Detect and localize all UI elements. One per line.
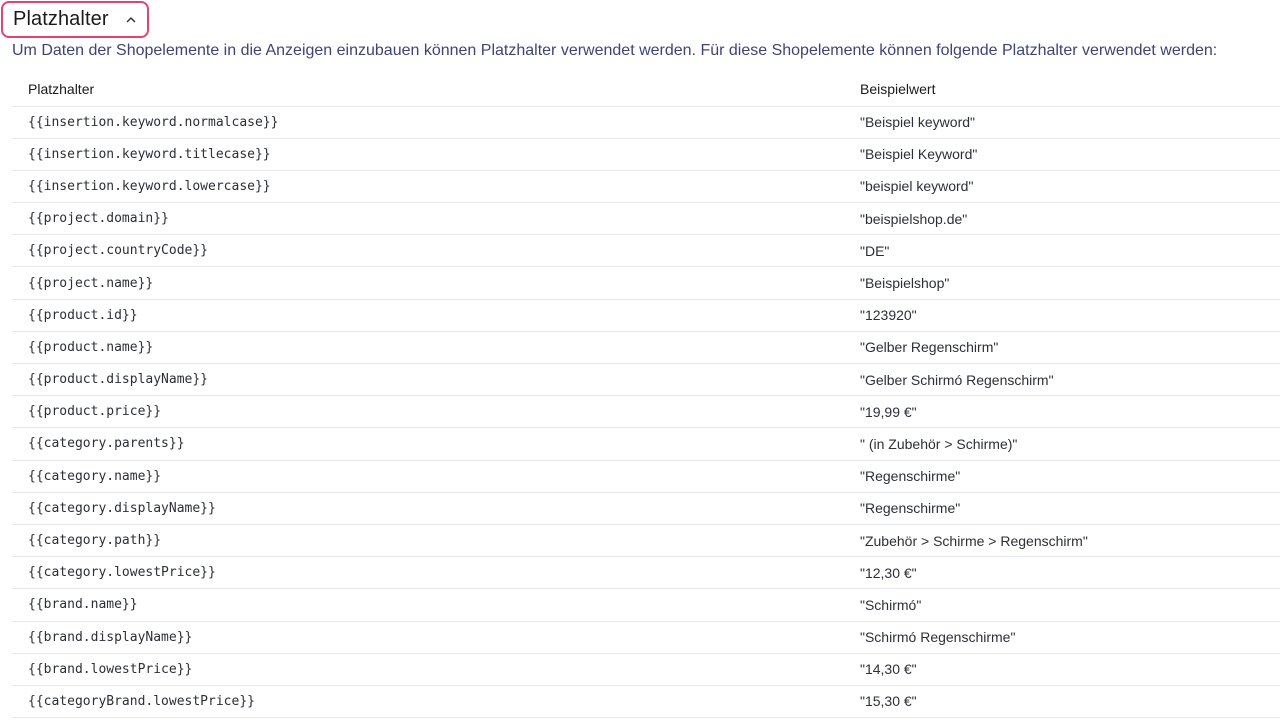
- table-row: [12, 331, 1280, 363]
- table-row: [12, 524, 1280, 556]
- table-row: [12, 203, 1280, 235]
- table-row: [12, 653, 1280, 685]
- placeholder-cell: {{insertion.keyword.lowercase}}: [12, 170, 860, 202]
- table-row: [12, 621, 1280, 653]
- example-value-cell: "12,30 €": [860, 557, 1280, 589]
- placeholder-table: [12, 72, 1280, 718]
- table-row: [12, 589, 1280, 621]
- example-value-cell: "Gelber Regenschirm": [860, 331, 1280, 363]
- placeholder-cell: {{project.name}}: [12, 267, 860, 299]
- example-value-cell: "beispiel keyword": [860, 170, 1280, 202]
- example-value-cell: "Gelber Schirmó Regenschirm": [860, 364, 1280, 396]
- table-row: [12, 267, 1280, 299]
- example-value-cell: "Regenschirme": [860, 492, 1280, 524]
- table-row: [12, 235, 1280, 267]
- chevron-up-icon: [125, 14, 137, 26]
- table-row: [12, 460, 1280, 492]
- placeholder-cell: {{insertion.keyword.titlecase}}: [12, 138, 860, 170]
- example-value-cell: " (in Zubehör > Schirme)": [860, 428, 1280, 460]
- table-row: [12, 106, 1280, 138]
- example-value-cell: "15,30 €": [860, 685, 1280, 717]
- table-row: [12, 138, 1280, 170]
- example-value-cell: "Beispiel Keyword": [860, 138, 1280, 170]
- example-value-cell: "Regenschirme": [860, 460, 1280, 492]
- example-value-cell: "123920": [860, 299, 1280, 331]
- table-row: [12, 492, 1280, 524]
- placeholder-cell: {{categoryBrand.lowestPrice}}: [12, 685, 860, 717]
- placeholder-cell: {{brand.name}}: [12, 589, 860, 621]
- placeholder-cell: {{category.path}}: [12, 524, 860, 556]
- example-value-cell: "14,30 €": [860, 653, 1280, 685]
- example-value-cell: "Beispielshop": [860, 267, 1280, 299]
- table-body: [12, 106, 1280, 718]
- placeholder-cell: {{category.name}}: [12, 460, 860, 492]
- table-row: [12, 170, 1280, 202]
- example-value-cell: "Zubehör > Schirme > Regenschirm": [860, 524, 1280, 556]
- placeholder-cell: {{project.domain}}: [12, 203, 860, 235]
- table-header-row: [12, 72, 1280, 106]
- placeholder-cell: {{insertion.keyword.normalcase}}: [12, 106, 860, 138]
- placeholder-cell: {{product.displayName}}: [12, 364, 860, 396]
- placeholder-cell: {{product.price}}: [12, 396, 860, 428]
- table-row: [12, 299, 1280, 331]
- example-value-cell: "Schirmó": [860, 589, 1280, 621]
- section-description: Um Daten der Shopelemente in die Anzeigen einzubauen können Platzhalter verwendet werden. Für diese Shopelemente können folgende Platzhalter verwendet werden:: [12, 42, 1218, 59]
- example-value-cell: "Schirmó Regenschirme": [860, 621, 1280, 653]
- table-row: [12, 557, 1280, 589]
- placeholder-cell: {{category.parents}}: [12, 428, 860, 460]
- example-value-cell: "DE": [860, 235, 1280, 267]
- table-row: [12, 364, 1280, 396]
- section-toggle-button[interactable]: [1, 1, 149, 38]
- placeholder-cell: {{product.id}}: [12, 299, 860, 331]
- example-value-cell: "Beispiel keyword": [860, 106, 1280, 138]
- placeholder-cell: {{category.lowestPrice}}: [12, 557, 860, 589]
- placeholder-cell: {{project.countryCode}}: [12, 235, 860, 267]
- table-row: [12, 428, 1280, 460]
- placeholder-cell: {{product.name}}: [12, 331, 860, 363]
- section-title: Platzhalter: [13, 8, 109, 30]
- placeholder-cell: {{brand.displayName}}: [12, 621, 860, 653]
- table-row: [12, 396, 1280, 428]
- example-value-cell: "19,99 €": [860, 396, 1280, 428]
- placeholder-cell: {{brand.lowestPrice}}: [12, 653, 860, 685]
- placeholder-cell: {{category.displayName}}: [12, 492, 860, 524]
- column-header-placeholder: Platzhalter: [12, 72, 860, 106]
- column-header-example: Beispielwert: [860, 72, 1280, 106]
- example-value-cell: "beispielshop.de": [860, 203, 1280, 235]
- table-row: [12, 685, 1280, 717]
